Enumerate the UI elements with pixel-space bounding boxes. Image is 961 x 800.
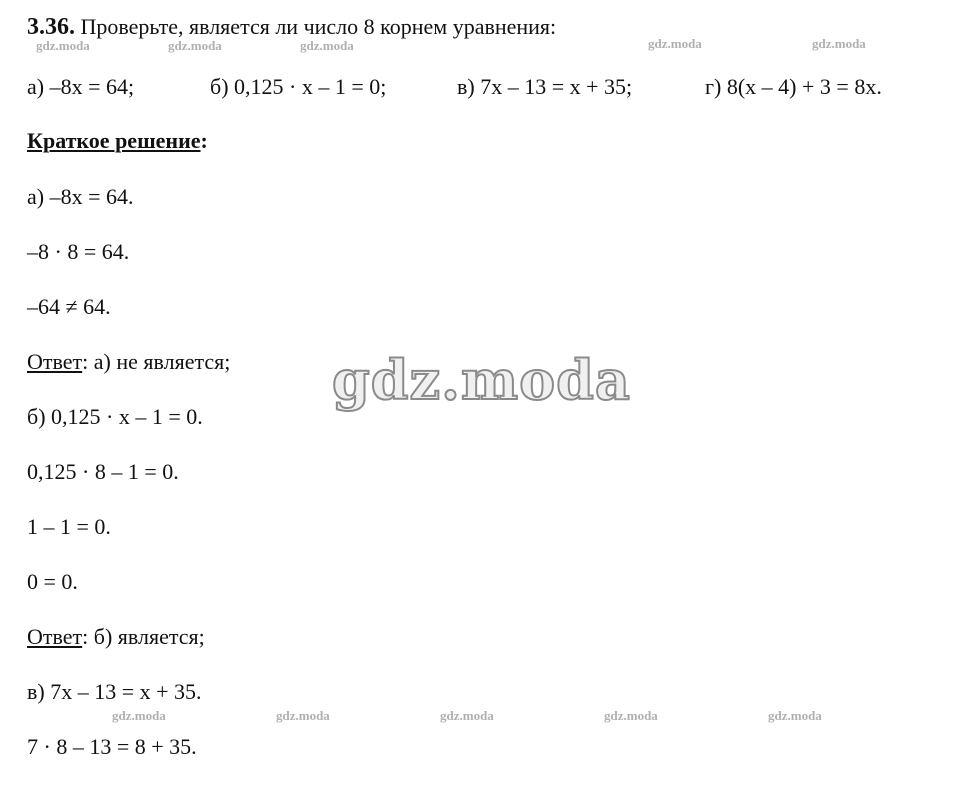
watermark-large: gdz.moda <box>332 348 631 412</box>
watermark: gdz.moda <box>440 708 494 723</box>
task-text: Проверьте, является ли число 8 корнем уравнения: <box>80 14 557 39</box>
solution-line: 1 – 1 = 0. <box>27 514 111 539</box>
solution-line: в) 7х – 13 = х + 35. <box>27 679 202 704</box>
watermark: gdz.moda <box>300 38 354 53</box>
solution-line: –64 ≠ 64. <box>27 294 111 319</box>
answer-b <box>27 624 205 650</box>
option-a: а) –8х = 64; <box>27 74 135 99</box>
watermark: gdz.moda <box>604 708 658 723</box>
watermark: gdz.moda <box>648 36 702 51</box>
solution-line: –8 · 8 = 64. <box>27 239 130 264</box>
solution-line: а) –8х = 64. <box>27 184 134 209</box>
option-g: г) 8(х – 4) + 3 = 8х. <box>705 74 882 99</box>
task-number: 3.36. <box>27 14 75 40</box>
option-b: б) 0,125 · х – 1 = 0; <box>210 74 387 99</box>
answer-a <box>27 349 230 375</box>
answer-label: Ответ <box>27 349 83 374</box>
solution-line: б) 0,125 · х – 1 = 0. <box>27 404 203 429</box>
task-heading <box>27 14 556 40</box>
watermark: gdz.moda <box>112 708 166 723</box>
answer-label: Ответ <box>27 624 83 649</box>
watermark: gdz.moda <box>768 708 822 723</box>
solution-heading <box>27 128 208 154</box>
answer-text: : а) не является; <box>82 349 231 374</box>
watermark: gdz.moda <box>168 38 222 53</box>
watermark: gdz.moda <box>812 36 866 51</box>
task-options <box>27 74 927 100</box>
solution-line: 0,125 · 8 – 1 = 0. <box>27 459 179 484</box>
solution-line: 0 = 0. <box>27 569 78 594</box>
option-v: в) 7х – 13 = х + 35; <box>457 74 633 99</box>
watermark: gdz.moda <box>276 708 330 723</box>
solution-heading-text: Краткое решение <box>27 128 201 153</box>
solution-line: 7 · 8 – 13 = 8 + 35. <box>27 734 197 759</box>
solution-heading-colon: : <box>200 128 208 153</box>
answer-text: : б) является; <box>82 624 205 649</box>
watermark: gdz.moda <box>36 38 90 53</box>
